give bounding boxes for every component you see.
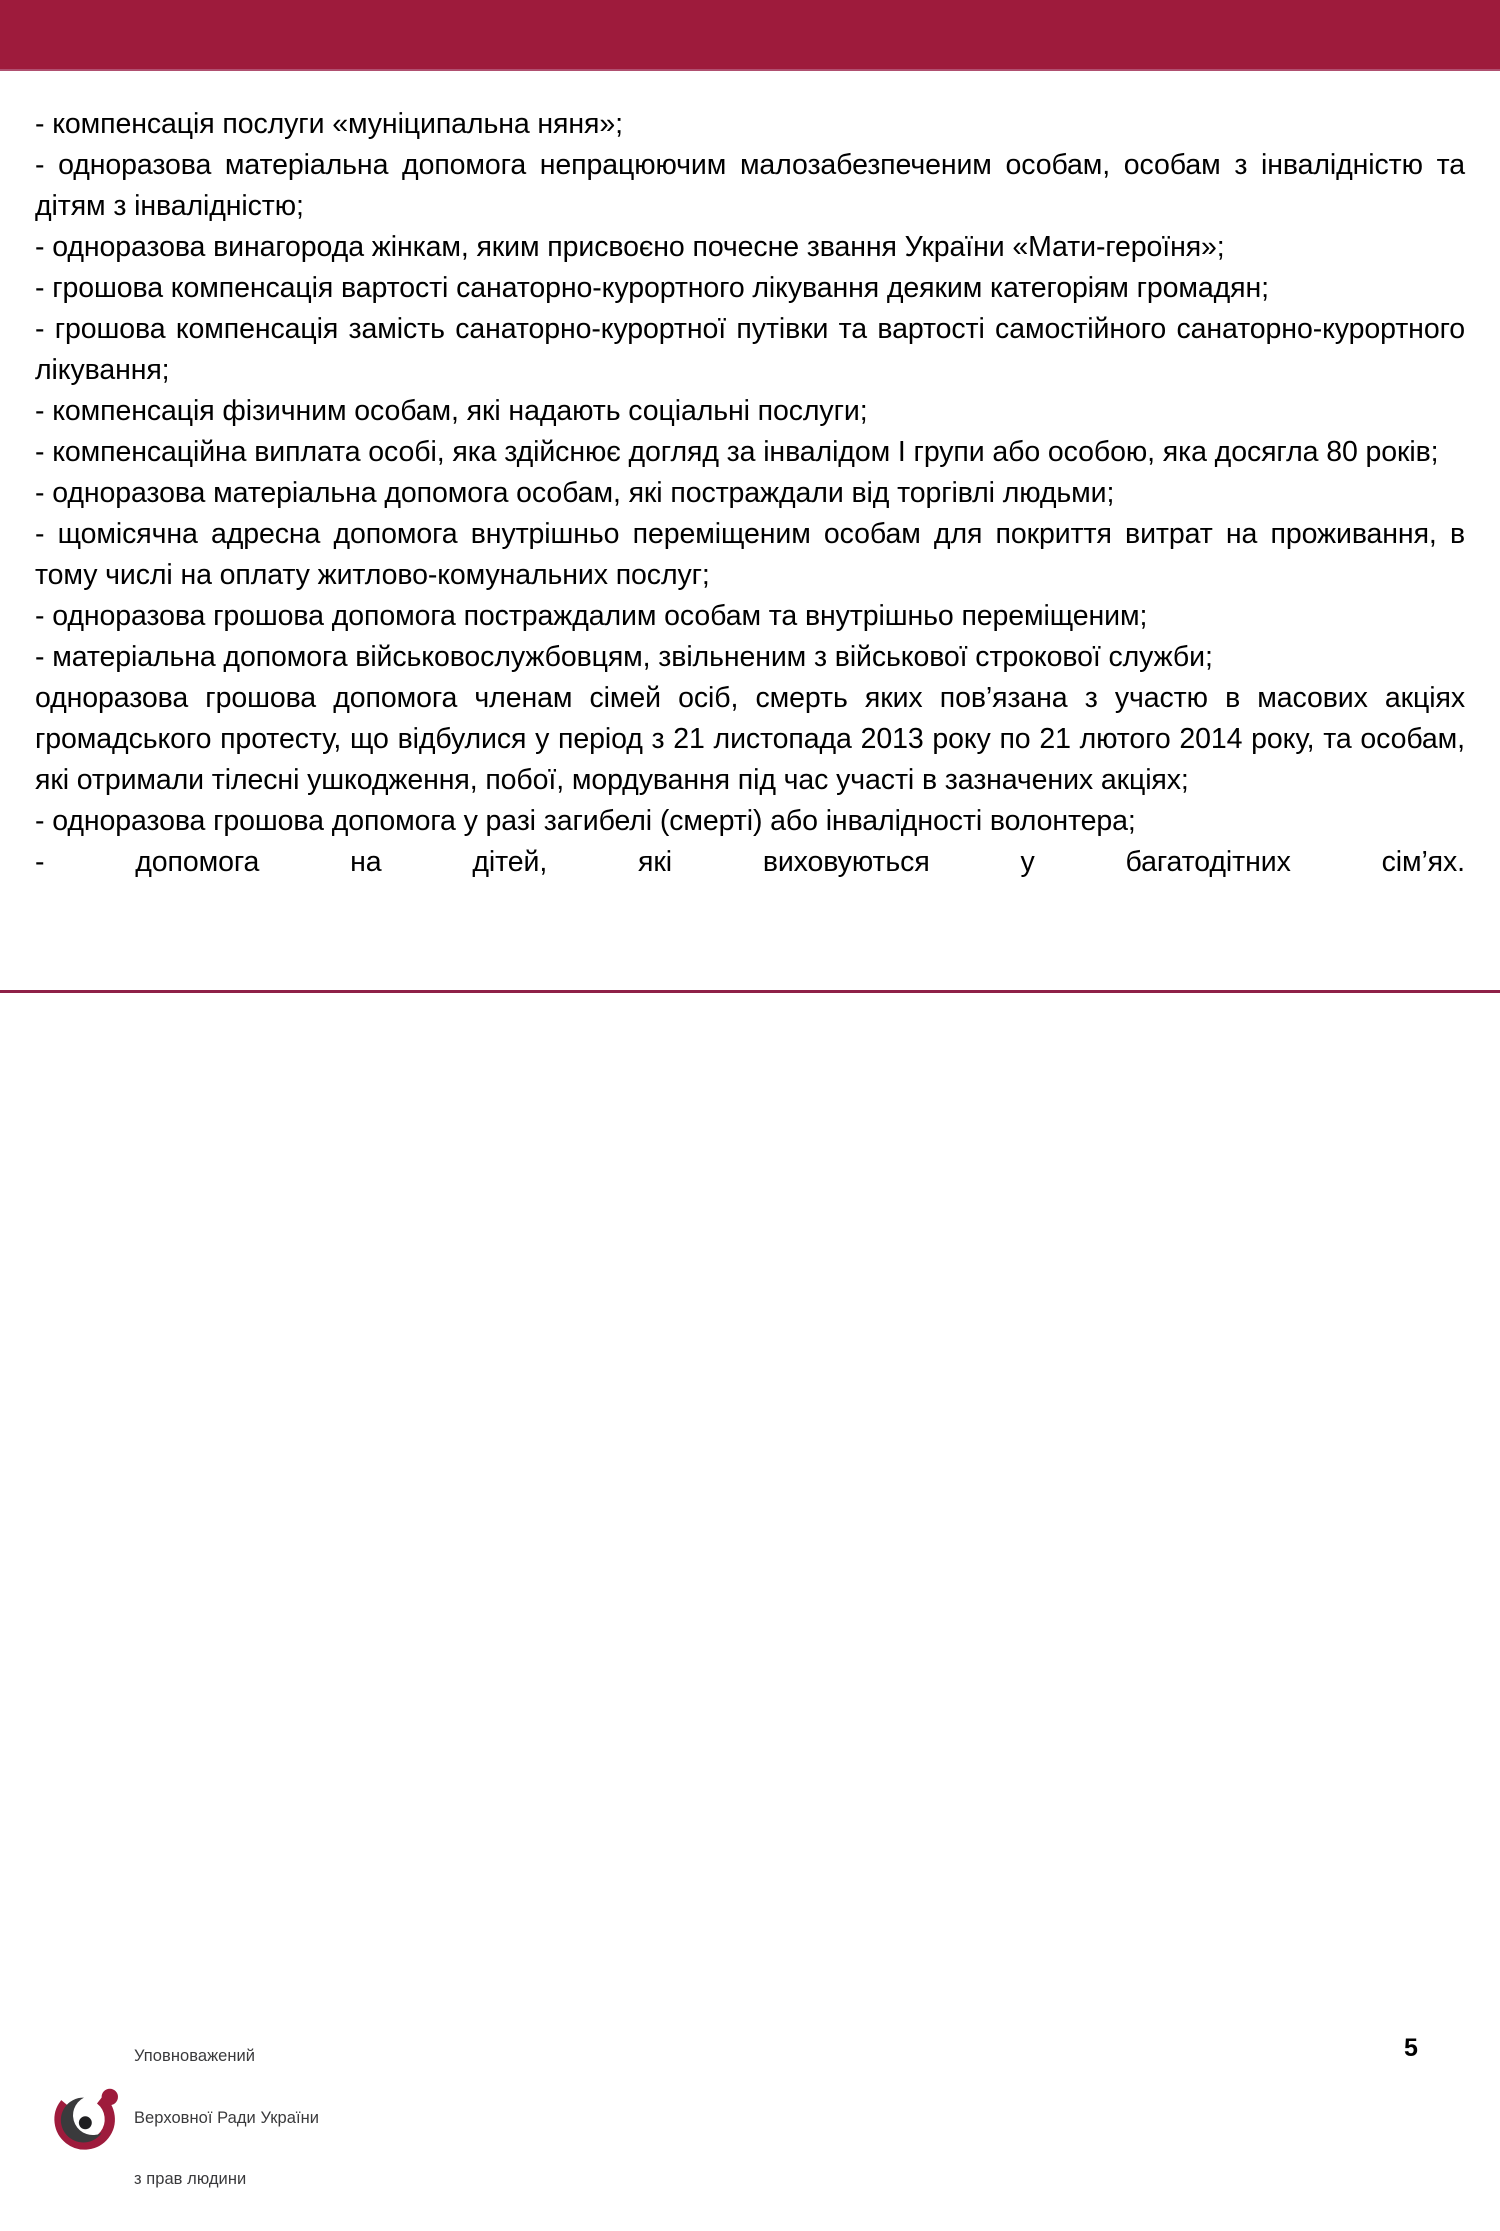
body-paragraph-7: - компенсаційна виплата особі, яка здійснює догляд за інвалідом І групи або особою, яка досягла 80 років; [35,436,1439,468]
logo-text-line-2: Верховної Ради України [134,2108,320,2127]
slide-footer [0,993,1500,2188]
body-paragraph-1: - компенсація послуги «муніципальна няня»; [35,108,623,140]
header-accent-bar-edge [0,69,1500,71]
body-paragraph-12: одноразова грошова допомога членам сімей осіб, смерть яких пов’язана з участю в масових акціях громадського протесту, що відбулися у період з 21 листопада 2013 року по 21 лютого 2014 року, та особам, які отримали тілесні ушкодження, побої, мордування під час участі в зазначених акціях; [35,682,1465,796]
ombudsman-emblem-icon [52,2084,120,2152]
body-paragraph-3: - одноразова винагорода жінкам, яким присвоєно почесне звання України «Мати-героїня»; [35,231,1225,263]
body-paragraph-9: - щомісячна адресна допомога внутрішньо переміщеним особам для покриття витрат на проживання, в тому числі на оплату житлово-комунальних послуг; [35,518,1465,591]
body-paragraph-2: - одноразова матеріальна допомога непрацюючим малозабезпеченим особам, особам з інвалідністю та дітям з інвалідністю; [35,149,1465,222]
organization-logo-text [134,2005,319,2231]
organization-logo [52,2005,319,2231]
body-paragraph-5: - грошова компенсація замість санаторно-курортної путівки та вартості самостійного санаторно-курортного лікування; [35,313,1465,386]
body-paragraph-13: - одноразова грошова допомога у разі загибелі (смерті) або інвалідності волонтера; [35,805,1136,837]
logo-text-line-1: Уповноважений [134,2047,256,2065]
body-paragraph-6: - компенсація фізичним особам, які надають соціальні послуги; [35,395,868,427]
body-paragraph-8: - одноразова матеріальна допомога особам, які постраждали від торгівлі людьми; [35,477,1115,509]
slide-body-text [35,104,1465,924]
logo-text-line-3: з прав людини [134,2170,247,2188]
body-paragraph-10: - одноразова грошова допомога постраждалим особам та внутрішньо переміщеним; [35,600,1148,632]
body-paragraph-11: - матеріальна допомога військовослужбовцям, звільненим з військової строкової служби; [35,641,1213,673]
body-paragraph-14: - допомога на дітей, які виховуються у багатодітних сім’ях. [35,846,1465,878]
page-number: 5 [1404,2034,1418,2062]
header-accent-bar [0,0,1500,69]
body-paragraph-4: - грошова компенсація вартості санаторно-курортного лікування деяким категоріям громадян; [35,272,1269,304]
